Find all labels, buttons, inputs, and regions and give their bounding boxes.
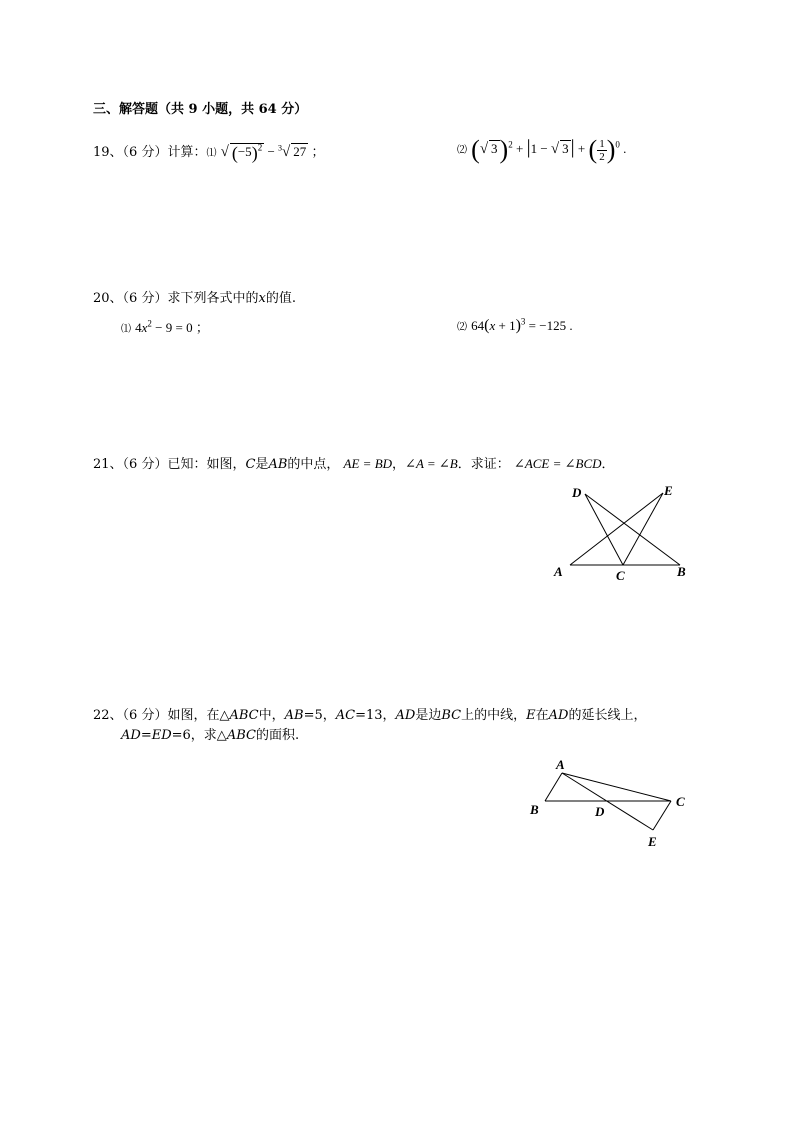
q22-line-ab <box>545 773 562 801</box>
q21-text4: ．求证： <box>457 457 510 472</box>
q22-ab: AB <box>284 708 304 723</box>
q22-eq13: =13， <box>355 708 396 723</box>
q22-label-b: B <box>530 802 539 817</box>
q22-line2-abc: ABC <box>226 728 256 743</box>
q21-label-e: E <box>664 483 673 498</box>
q21-text1: 已知：如图， <box>167 457 246 472</box>
q22-line-ce <box>653 801 671 830</box>
q21-separator: ， <box>392 457 406 472</box>
q22-triangle-abc: ABC <box>229 708 259 723</box>
question-22-line-1 <box>93 704 646 723</box>
question-20-part-2 <box>457 317 573 335</box>
q22-label-a: A <box>556 757 565 772</box>
q22-text-c: 是边 <box>415 708 442 723</box>
question-19 <box>93 141 325 162</box>
q22-eq5: =5， <box>303 708 336 723</box>
q20-text-after: 的值. <box>265 291 296 306</box>
q21-label-c: C <box>616 568 625 583</box>
q21-diagram <box>540 478 700 588</box>
q21-condition-2: ∠A = ∠B <box>405 456 458 471</box>
q20-text-before: 求下列各式中的 <box>167 291 259 306</box>
q21-point-c: C <box>245 457 256 472</box>
q22-label-e: E <box>648 834 657 849</box>
q20-number: 20、 <box>93 291 123 306</box>
q21-number: 21、 <box>93 457 123 472</box>
q22-ac: AC <box>335 708 356 723</box>
q22-line2-eq: = <box>140 728 152 743</box>
q19-points: （6 分） <box>122 145 168 160</box>
q22-line2-ad: AD <box>121 728 141 743</box>
question-20 <box>93 287 296 306</box>
q21-label-a: A <box>554 564 563 579</box>
q21-line-dc <box>585 494 623 565</box>
q22-text-f: 的延长线上， <box>568 708 647 723</box>
q20-var: x <box>258 291 266 306</box>
q21-points: （6 分） <box>122 457 168 472</box>
q22-line2-text-f: 的面积. <box>255 728 300 743</box>
section-title: 三、解答题（共 9 小题，共 64 分） <box>93 102 308 117</box>
question-22-line-2 <box>121 724 299 743</box>
q21-label-b: B <box>677 564 686 579</box>
q19-part2-label: ⑵ <box>457 145 467 156</box>
q22-ad2: AD <box>548 708 569 723</box>
q19-lead: 计算： <box>167 145 207 160</box>
q22-number: 22、 <box>93 708 123 723</box>
q22-text-e: 在 <box>535 708 549 723</box>
q20-points: （6 分） <box>122 291 168 306</box>
q22-text-d: 上的中线， <box>461 708 527 723</box>
question-19-part-2 <box>457 136 626 163</box>
q21-label-d: D <box>572 485 582 500</box>
q22-label-d: D <box>595 804 605 819</box>
q21-segment-ab: AB <box>268 457 288 472</box>
q22-points: （6 分） <box>122 708 168 723</box>
q20-part2-expression: $64(x + 1)^3 = -125$ . <box>471 316 573 334</box>
q20-part1-label: ⑴ <box>121 324 131 335</box>
question-20-part-1 <box>121 317 209 336</box>
question-21 <box>93 453 615 472</box>
q21-condition-1: AE = BD <box>343 456 393 471</box>
q21-text2: 是 <box>255 457 269 472</box>
q22-label-c: C <box>676 794 685 809</box>
q22-bc: BC <box>441 708 462 723</box>
q19-part2-expression: (√ 3)$^2$ + |1 − √ 3 | + ( $\frac{1}{2}$ )$^0$ . <box>471 135 627 165</box>
q22-text-a: 如图，在△ <box>167 708 230 723</box>
q21-goal: ∠ACE = ∠BCD <box>513 456 602 471</box>
q20-part2-label: ⑵ <box>457 322 467 333</box>
q22-line2-ed: ED <box>151 728 172 743</box>
q22-diagram <box>525 755 695 855</box>
q20-part1-expression: $4x^2 - 9 = 0$ ； <box>135 318 209 335</box>
q19-part1-expression: √ $(-5)^2 - ^3√$ 27 ； <box>220 142 325 164</box>
q22-text-b: 中， <box>258 708 285 723</box>
q19-number: 19、 <box>93 145 123 160</box>
q22-e: E <box>526 708 536 723</box>
q22-ad: AD <box>395 708 416 723</box>
q21-line-ae <box>570 493 663 565</box>
q19-part1-label: ⑴ <box>206 148 217 159</box>
q21-text3: 的中点， <box>287 457 340 472</box>
q22-line2-text-d: =6，求△ <box>171 728 227 743</box>
q22-line-ac <box>562 773 671 801</box>
q21-line-bd <box>585 494 680 565</box>
q21-end: ． <box>601 457 615 472</box>
q21-line-ec <box>623 493 663 565</box>
